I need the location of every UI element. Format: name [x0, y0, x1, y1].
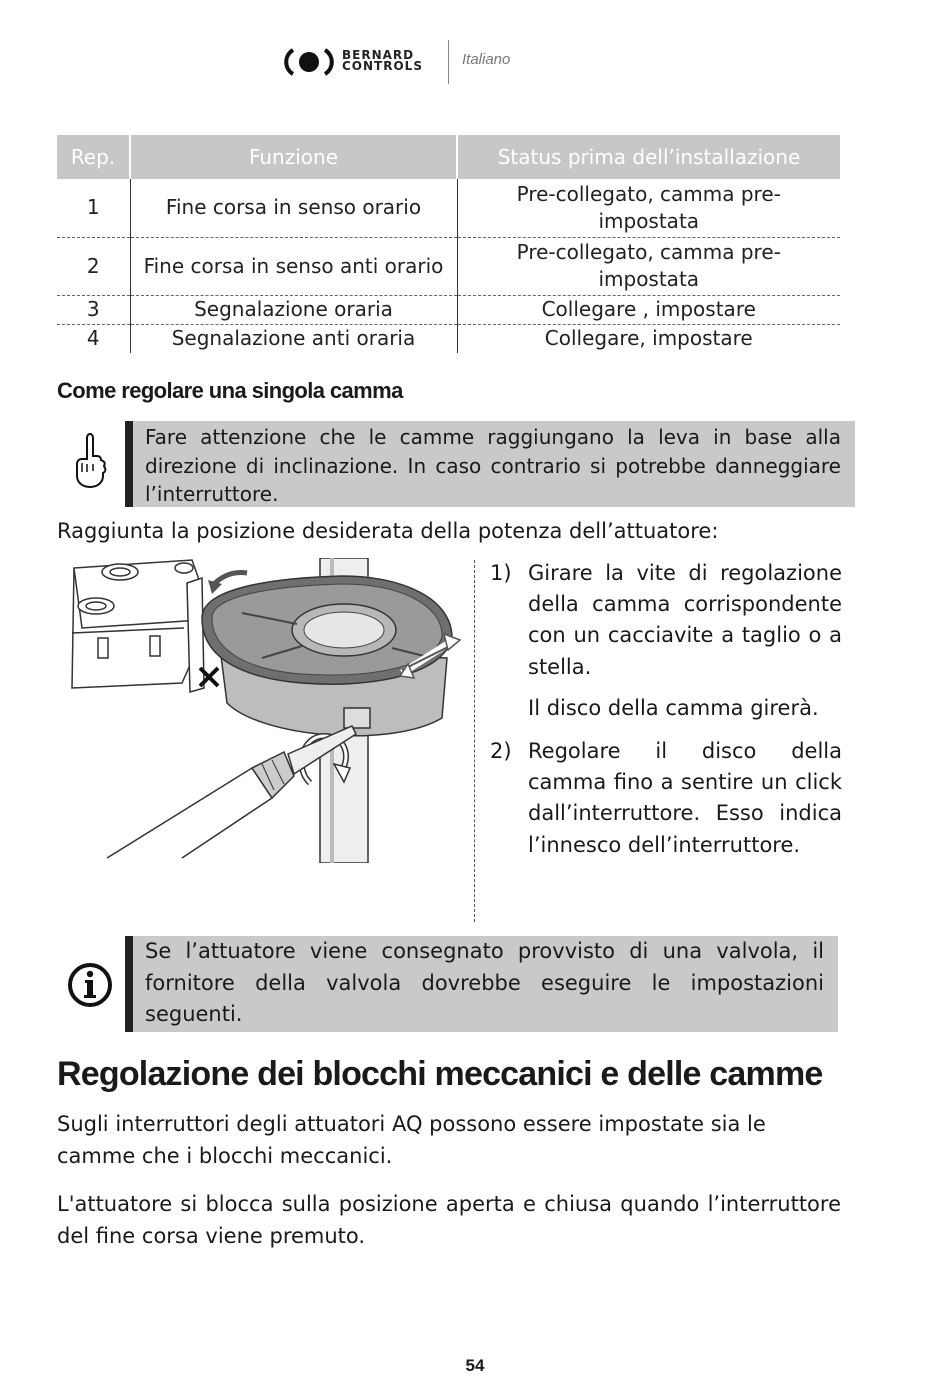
- bernard-logo-icon: [283, 46, 335, 78]
- step-text: Regolare il disco della camma fino a sentire un click dall’interruttore. Esso indica l’innesco dell’interruttore.: [528, 739, 842, 857]
- table-cell: Fine corsa in senso orario: [130, 179, 457, 237]
- table-cell: Segnalazione anti oraria: [130, 324, 457, 353]
- table-cell: Collegare , impostare: [457, 295, 840, 324]
- table-cell: Pre-collegato, camma pre-impostata: [457, 237, 840, 295]
- body-paragraph: Sugli interruttori degli attuatori AQ possono essere impostate sia le camme che i blocchi meccanici.: [57, 1112, 766, 1168]
- section-title: Regolazione dei blocchi meccanici e delle camme: [57, 1055, 823, 1093]
- table-cell: 1: [57, 179, 130, 237]
- pointing-hand-icon: [70, 430, 110, 492]
- header-divider: [448, 40, 449, 84]
- brand-name: BERNARD CONTROLS: [342, 48, 423, 73]
- table-cell: Segnalazione oraria: [130, 295, 457, 324]
- list-item: [490, 558, 842, 683]
- table-cell: Fine corsa in senso anti orario: [130, 237, 457, 295]
- info-icon: [66, 961, 114, 1009]
- step-number: 1): [490, 561, 512, 585]
- column-header: Rep.: [57, 135, 130, 179]
- info-note: Se l’attuatore viene consegnato provvisto di una valvola, il fornitore della valvola dovrebbe eseguire le impostazioni seguenti.: [125, 936, 838, 1032]
- warning-note: Fare attenzione che le camme raggiungano la leva in base alla direzione di inclinazione. In caso contrario si potrebbe danneggiare l’interruttore.: [125, 421, 855, 507]
- table-header-row: [57, 135, 840, 179]
- section-subtitle: Come regolare una singola camma: [57, 378, 403, 403]
- step-result: Il disco della camma girerà.: [528, 695, 819, 720]
- table-row: [57, 179, 840, 237]
- page-number: 54: [465, 1356, 485, 1375]
- step-text: Girare la vite di regolazione della camma corrispondente con un cacciavite a taglio o a stella.: [528, 561, 842, 679]
- page-header: [0, 38, 950, 88]
- body-paragraph: L'attuatore si blocca sulla posizione aperta e chiusa quando l’interruttore del fine corsa viene premuto.: [57, 1192, 841, 1248]
- cam-adjustment-illustration: [62, 558, 462, 863]
- table-row: [57, 295, 840, 324]
- table-cell: 4: [86, 326, 100, 351]
- steps-list: [490, 558, 842, 861]
- step-number: 2): [490, 739, 512, 764]
- table-cell: 2: [57, 237, 130, 295]
- language-label: Italiano: [462, 51, 511, 68]
- table-cell: 3: [57, 295, 130, 324]
- switch-table: [57, 135, 840, 353]
- table-cell: Pre-collegato, camma pre-impostata: [457, 179, 840, 237]
- column-header: Status prima dell’installazione: [457, 135, 840, 179]
- table-row: [57, 237, 840, 295]
- intro-text: Raggiunta la posizione desiderata della potenza dell’attuatore:: [57, 519, 719, 543]
- column-header: Funzione: [130, 135, 457, 179]
- table-row: [57, 324, 840, 353]
- table-cell: Collegare, impostare: [457, 324, 840, 353]
- column-divider: [474, 560, 475, 922]
- list-item: [490, 736, 842, 861]
